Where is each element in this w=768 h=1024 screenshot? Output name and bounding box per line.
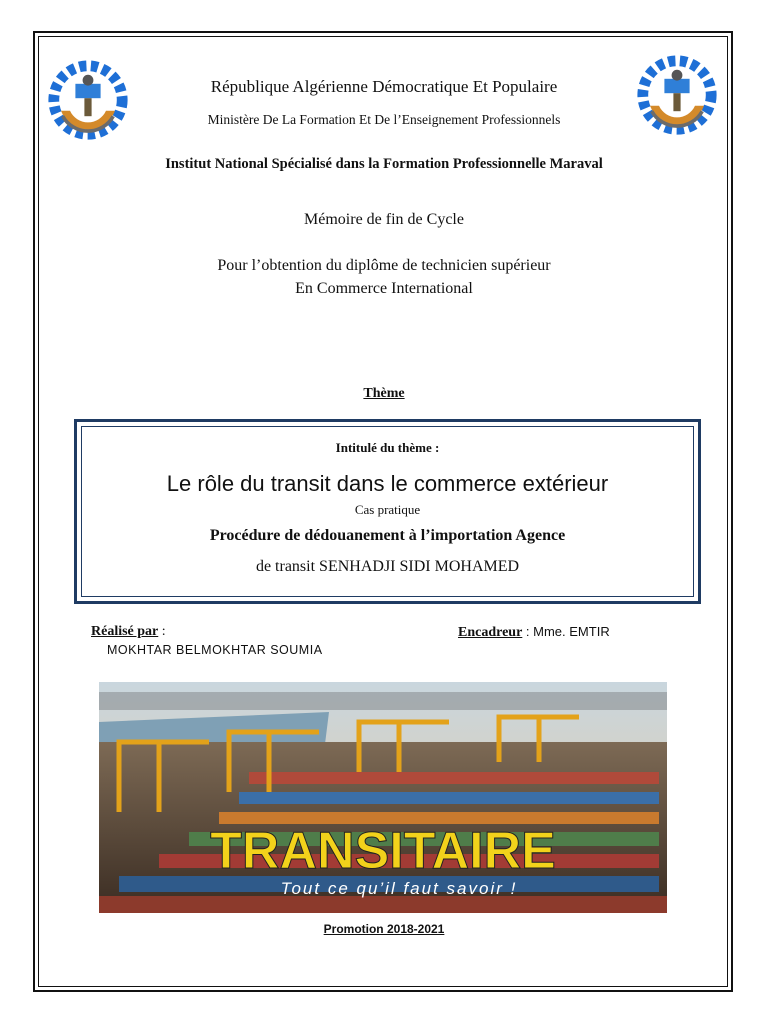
ministry-title: Ministère De La Formation Et De l’Enseignement Professionnels <box>207 112 561 127</box>
theme-intitule-label: Intitulé du thème : <box>335 440 440 455</box>
banner-subtitle: Tout ce qu’il faut savoir ! <box>280 879 518 898</box>
case-study-label: Cas pratique <box>354 502 421 517</box>
realise-separator: : <box>158 624 166 639</box>
republic-title: République Algérienne Démocratique Et Populaire <box>210 77 558 96</box>
theme-box-inner <box>81 426 694 597</box>
agency-line: de transit SENHADJI SIDI MOHAMED <box>255 558 520 575</box>
realise-label: Réalisé par <box>91 624 159 639</box>
port-banner-image <box>99 682 667 913</box>
encadreur-value: : Mme. EMTIR <box>522 624 610 639</box>
promotion-years: Promotion 2018-2021 <box>323 922 445 936</box>
specialty-line: En Commerce International <box>295 280 473 297</box>
institute-logo-left <box>43 55 133 145</box>
institute-title: Institut National Spécialisé dans la Formation Professionnelle Maraval <box>165 156 603 172</box>
diploma-line: Pour l’obtention du diplôme de technicien supérieur <box>217 257 551 274</box>
encadreur <box>458 624 610 641</box>
banner-title: TRANSITAIRE <box>210 822 556 880</box>
procedure-line: Procédure de dédouanement à l’importation Agence <box>209 527 566 544</box>
theme-title: Le rôle du transit dans le commerce extérieur <box>166 471 609 496</box>
memoire-title: Mémoire de fin de Cycle <box>304 211 464 228</box>
realise-par <box>91 624 166 640</box>
theme-heading: Thème <box>363 386 405 401</box>
encadreur-label: Encadreur <box>458 625 523 640</box>
theme-box <box>74 419 701 604</box>
author-names: MOKHTAR BELMOKHTAR SOUMIA <box>107 643 323 657</box>
